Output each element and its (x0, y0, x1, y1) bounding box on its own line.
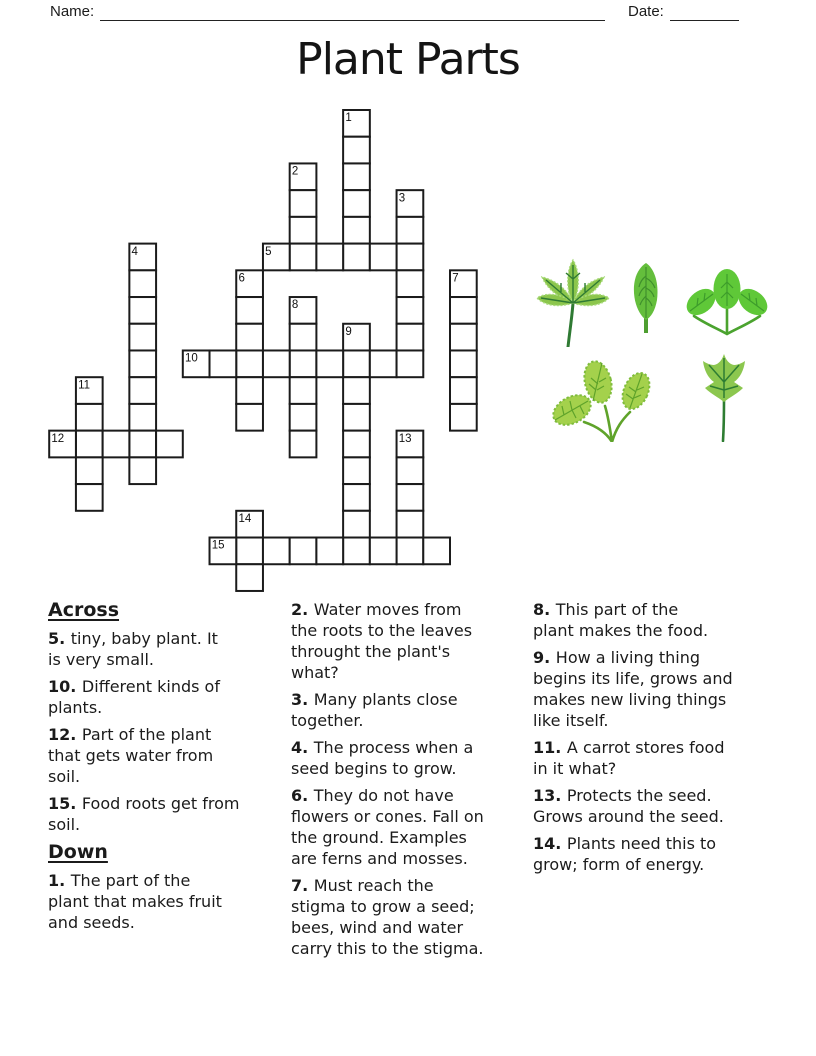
clue-line: makes new living things (533, 690, 727, 709)
crossword-cell[interactable] (236, 404, 263, 431)
crossword-cell[interactable] (397, 297, 424, 324)
crossword-cell[interactable] (129, 457, 156, 484)
crossword-cell[interactable] (316, 350, 343, 377)
clue-line: soil. (48, 767, 81, 786)
clue-line: plant makes the food. (533, 621, 709, 640)
crossword-cell[interactable] (129, 377, 156, 404)
clue-number: 15 (211, 539, 225, 552)
clue-number: 9 (345, 325, 352, 338)
crossword-cell[interactable] (236, 324, 263, 351)
crossword-cell[interactable] (397, 270, 424, 297)
crossword-cell[interactable] (397, 484, 424, 511)
clue (48, 628, 286, 670)
crossword-cell[interactable] (263, 538, 290, 565)
crossword-cell[interactable] (397, 538, 424, 565)
crossword-cell[interactable] (450, 377, 477, 404)
clue-number: 12 (51, 432, 65, 445)
clue-line: are ferns and mosses. (291, 849, 468, 868)
crossword-cell[interactable] (290, 324, 317, 351)
clue-line: and seeds. (48, 913, 135, 932)
clue-line: is very small. (48, 650, 155, 669)
crossword-cell[interactable] (76, 431, 103, 458)
clue-number: 2 (291, 165, 299, 178)
crossword-cell[interactable] (210, 350, 237, 377)
crossword-cell[interactable] (290, 404, 317, 431)
crossword-cell[interactable] (450, 297, 477, 324)
clue-line: 6. They do not have (291, 786, 454, 805)
crossword-cell[interactable] (370, 244, 397, 271)
clue-number: 1 (345, 112, 352, 125)
clue-line: 9. How a living thing (533, 648, 701, 667)
crossword-cell[interactable] (129, 350, 156, 377)
name-label: Name: (50, 3, 95, 20)
crossword-cell[interactable] (397, 457, 424, 484)
clue (48, 870, 286, 933)
crossword-cell[interactable] (290, 377, 317, 404)
page-title: Plant Parts (296, 34, 520, 85)
clue (48, 724, 286, 787)
crossword-cell[interactable] (397, 511, 424, 538)
crossword-cell[interactable] (129, 270, 156, 297)
crossword-cell[interactable] (343, 431, 370, 458)
clue (533, 737, 779, 779)
crossword-cell[interactable] (343, 511, 370, 538)
clue-line: 4. The process when a (291, 738, 474, 757)
clue-number: 5 (265, 245, 272, 258)
crossword-cell[interactable] (129, 324, 156, 351)
clue-column (533, 599, 779, 881)
crossword-cell[interactable] (290, 538, 317, 565)
crossword-cell[interactable] (343, 484, 370, 511)
clue-line: that gets water from (48, 746, 214, 765)
crossword-cell[interactable] (103, 431, 130, 458)
clue-column (291, 599, 531, 965)
crossword-cell[interactable] (343, 350, 370, 377)
clue (291, 599, 531, 683)
oval-leaf-icon (630, 262, 662, 334)
clue-number: 14 (238, 513, 252, 525)
clue (533, 785, 779, 827)
crossword-cell[interactable] (236, 350, 263, 377)
clue-line: 1. The part of the (48, 871, 191, 890)
palmate-leaf-icon (534, 257, 612, 347)
clue-line: 2. Water moves from (291, 600, 462, 619)
crossword-cell[interactable] (236, 377, 263, 404)
clue-line: 14. Plants need this to (533, 834, 717, 853)
clue-line: plant that makes fruit (48, 892, 222, 911)
clue-line: seed begins to grow. (291, 759, 457, 778)
crossword-cell[interactable] (236, 564, 263, 591)
clue-number: 8 (291, 299, 299, 312)
crossword-cell[interactable] (290, 350, 317, 377)
clue (291, 689, 531, 731)
clue (291, 875, 531, 959)
clue-line: bees, wind and water (291, 918, 464, 937)
crossword-cell[interactable] (263, 350, 290, 377)
clue (48, 676, 286, 718)
crossword-cell[interactable] (76, 457, 103, 484)
clue-line: Grows around the seed. (533, 807, 724, 826)
crossword-cell[interactable] (343, 377, 370, 404)
clue-line: 11. A carrot stores food (533, 738, 725, 757)
clue-line: 10. Different kinds of (48, 677, 220, 696)
clue-line: 7. Must reach the (291, 876, 434, 895)
clue-line: 5. tiny, baby plant. It (48, 629, 218, 648)
clue-number: 10 (185, 352, 198, 365)
crossword-cell[interactable] (129, 297, 156, 324)
clue-number: 3 (398, 192, 406, 205)
clue-line: 15. Food roots get from (48, 794, 240, 813)
crossword-cell[interactable] (236, 538, 263, 565)
crossword-cell[interactable] (129, 404, 156, 431)
crossword-cell[interactable] (129, 431, 156, 458)
clue-line: throught the plant's (291, 642, 451, 661)
clue-line: stigma to grow a seed; (291, 897, 475, 916)
clue-list-header: Down (48, 841, 108, 863)
crossword-cell[interactable] (343, 190, 370, 217)
crossword-cell[interactable] (343, 163, 370, 190)
clue-number: 13 (398, 432, 412, 445)
crossword-cell[interactable] (397, 324, 424, 351)
clue-list-header: Across (48, 599, 120, 621)
crossword-cell[interactable] (290, 244, 317, 271)
trifoliate-leaf-icon (684, 268, 770, 336)
crossword-cell[interactable] (76, 404, 103, 431)
crossword-cell[interactable] (343, 137, 370, 164)
clue-line: what? (291, 663, 339, 682)
clue-line: flowers or cones. Fall on (291, 807, 484, 826)
clue (533, 599, 779, 641)
crossword-cell[interactable] (156, 431, 183, 458)
clue-line: the roots to the leaves (291, 621, 473, 640)
crossword-cell[interactable] (397, 217, 424, 244)
clue-line: 3. Many plants close (291, 690, 458, 709)
crossword-cell[interactable] (343, 244, 370, 271)
crossword-cell[interactable] (290, 190, 317, 217)
clue (291, 737, 531, 779)
clue-column (48, 599, 286, 939)
clue-line: like itself. (533, 711, 609, 730)
crossword-cell[interactable] (236, 297, 263, 324)
clue (48, 793, 286, 835)
crossword-cell[interactable] (423, 538, 450, 565)
crossword-cell[interactable] (343, 457, 370, 484)
crossword-cell[interactable] (343, 217, 370, 244)
clue-line: 13. Protects the seed. (533, 786, 712, 805)
crossword-cell[interactable] (316, 538, 343, 565)
clue (533, 647, 779, 731)
crossword-cell[interactable] (450, 324, 477, 351)
clue-line: begins its life, grows and (533, 669, 733, 688)
serrated-sprig-icon (546, 358, 658, 442)
clue-line: the ground. Examples (291, 828, 467, 847)
crossword-cell[interactable] (290, 431, 317, 458)
clue-line: grow; form of energy. (533, 855, 705, 874)
clue-line: carry this to the stigma. (291, 939, 484, 958)
crossword-cell[interactable] (76, 484, 103, 511)
crossword-cell[interactable] (343, 404, 370, 431)
crossword-cell[interactable] (397, 350, 424, 377)
clue-number: 4 (131, 245, 138, 258)
clue-line: together. (291, 711, 364, 730)
crossword-cell[interactable] (343, 538, 370, 565)
crossword-cell[interactable] (450, 350, 477, 377)
crossword-cell[interactable] (370, 350, 397, 377)
crossword-cell[interactable] (397, 244, 424, 271)
clue-number: 11 (78, 379, 91, 392)
clue-line: in it what? (533, 759, 617, 778)
clue (291, 785, 531, 869)
date-label: Date: (628, 3, 664, 20)
crossword-cell[interactable] (450, 404, 477, 431)
clue (533, 833, 779, 875)
clue-line: plants. (48, 698, 103, 717)
clue-line: soil. (48, 815, 81, 834)
clue-line: 8. This part of the (533, 600, 679, 619)
clue-number: 7 (452, 272, 459, 285)
clue-number: 6 (238, 272, 245, 285)
crossword-cell[interactable] (316, 244, 343, 271)
clue-line: 12. Part of the plant (48, 725, 212, 744)
crossword-cell[interactable] (290, 217, 317, 244)
crossword-cell[interactable] (370, 538, 397, 565)
ivy-leaf-icon (700, 352, 748, 442)
